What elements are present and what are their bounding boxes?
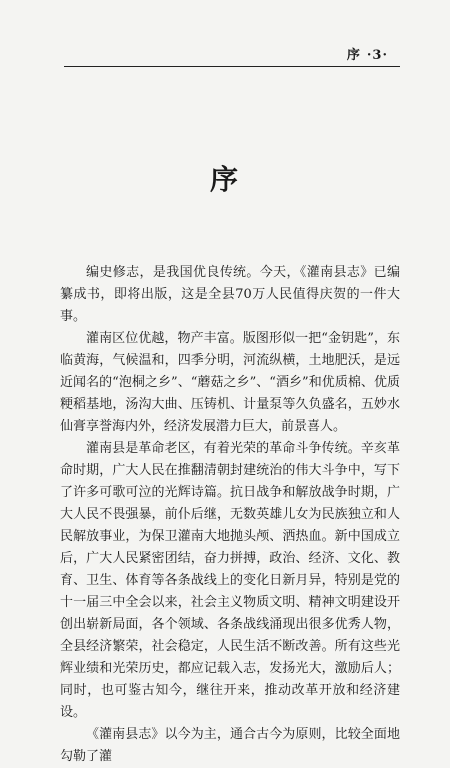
header-rule — [64, 66, 400, 67]
running-head-section: 序 — [346, 48, 361, 63]
running-head — [347, 44, 394, 63]
running-head-page-number: ·3· — [366, 48, 388, 63]
body-text — [60, 262, 400, 768]
paragraph: 灌南县是革命老区，有着光荣的革命斗争传统。辛亥革命时期，广大人民在推翻清朝封建统治的伟大斗争中，写下了许多可歌可泣的光辉诗篇。抗日战争和解放战争时期，广大人民不畏强暴，前仆后继，无数英雄儿女为民族独立和人民解放事业，为保卫灌南大地抛头颅、洒热血。新中国成立后，广大人民紧密团结，奋力拼搏，政治、经济、文化、教育、卫生、体育等各条战线上的变化日新月异，特别是党的十一届三中全会以来，社会主义物质文明、精神文明建设开创出崭新局面，各个领域、各条战线涌现出很多优秀人物，全县经济繁荣，社会稳定，人民生活不断改善。所有这些光辉业绩和光荣历史，都应记载入志，发扬光大，激励后人；同时，也可鉴古知今，继往开来，推动改革开放和经济建设。 — [60, 441, 400, 720]
paragraph: 《灌南县志》以今为主，通合古今为原则，比较全面地勾勒了灌 — [60, 727, 400, 764]
chapter-title: 序 — [209, 163, 240, 196]
paragraph: 编史修志，是我国优良传统。今天，《灌南县志》已编纂成书，即将出版，这是全县70万人民值得庆贺的一件大事。 — [60, 265, 400, 324]
paragraph: 灌南区位优越，物产丰富。版图形似一把“金钥匙”，东临黄海，气候温和，四季分明，河流纵横，土地肥沃，是远近闻名的“泡桐之乡”、“蘑菇之乡”、“酒乡”和优质棉、优质粳稻基地，汤沟大曲、压铸机、计量泵等久负盛名，五妙水仙膏享誉海内外，经济发展潜力巨大，前景喜人。 — [60, 331, 400, 434]
